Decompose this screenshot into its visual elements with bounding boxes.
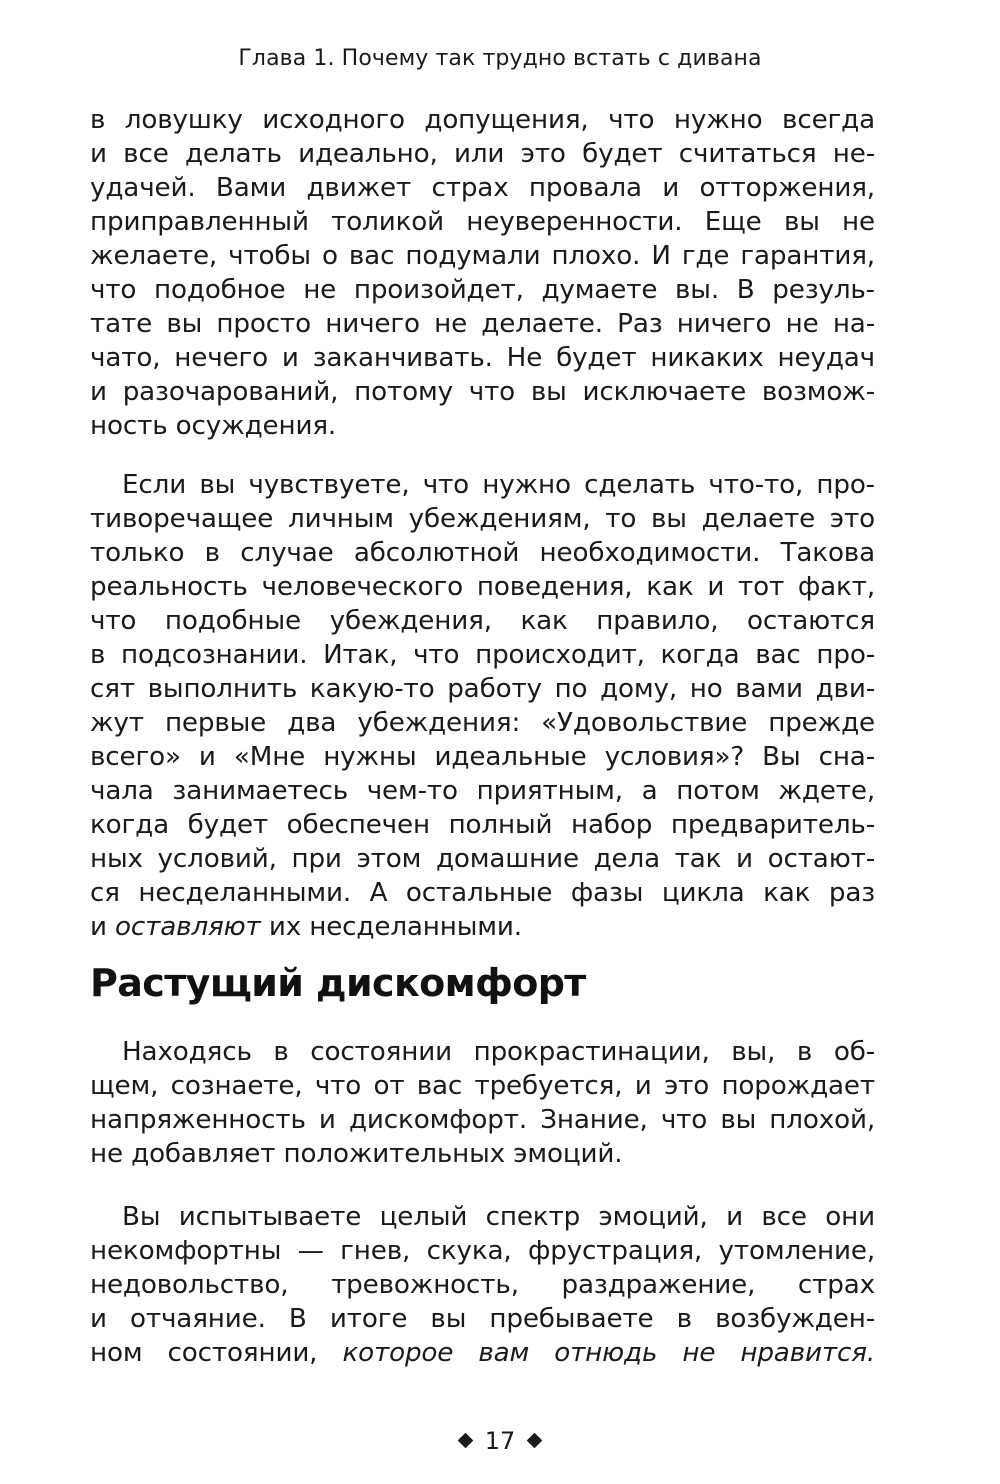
- text-line: и отчаяние. В итоге вы пребываете в возбужден-: [90, 1304, 875, 1334]
- text-line: некомфортны — гнев, скука, фрустрация, утомление,: [90, 1236, 875, 1266]
- text-line: Находясь в состоянии прокрастинации, вы, в об-: [122, 1037, 875, 1067]
- emphasized-word: оставляют: [115, 912, 261, 942]
- text-line: ся несделанными. А остальные фазы цикла как раз: [90, 878, 875, 908]
- diamond-ornament-icon: [527, 1432, 543, 1448]
- text-line: Если вы чувствуете, что нужно сделать что-то, про-: [122, 470, 875, 500]
- text-line: тате вы просто ничего не делаете. Раз ничего не на-: [90, 309, 875, 339]
- text-line: в подсознании. Итак, что происходит, когда вас про-: [90, 640, 875, 670]
- page-number: 17: [484, 1427, 516, 1455]
- text-line: что подобные убеждения, как правило, остаются: [90, 606, 875, 636]
- paragraph-emotions: [90, 1200, 875, 1370]
- text-line: всего» и «Мне нужны идеальные условия»? Вы сна-: [90, 742, 875, 772]
- text-fragment: их несделанными.: [260, 912, 522, 942]
- text-line: когда будет обеспечен полный набор предваритель-: [90, 810, 875, 840]
- running-header: Глава 1. Почему так трудно встать с дивана: [238, 46, 762, 71]
- text-line: недовольство, тревожность, раздражение, страх: [90, 1270, 875, 1300]
- text-line-final: [90, 910, 875, 944]
- diamond-ornament-icon: [457, 1432, 473, 1448]
- text-line: сят выполнить какую-то работу по дому, но вами дви-: [90, 674, 875, 704]
- text-fragment: ном состоянии,: [90, 1338, 343, 1368]
- text-line: удачей. Вами движет страх провала и отторжения,: [90, 173, 875, 203]
- text-line-final: [90, 1336, 875, 1370]
- text-line: чато, нечего и заканчивать. Не будет никаких неудач: [90, 343, 875, 373]
- emphasized-phrase: которое вам отнюдь не нравится.: [342, 1338, 875, 1368]
- text-line: тиворечащее личным убеждениям, то вы делаете это: [90, 504, 875, 534]
- text-line: приправленный толикой неуверенности. Еще вы не: [90, 207, 875, 237]
- page-footer: [0, 1427, 1000, 1455]
- text-line: ных условий, при этом домашние дела так и остают-: [90, 844, 875, 874]
- text-line: и все делать идеально, или это будет считаться не-: [90, 139, 875, 169]
- paragraph-continuation: [90, 103, 875, 443]
- text-line: в ловушку исходного допущения, что нужно всегда: [90, 105, 875, 135]
- paragraph-discomfort: [90, 1035, 875, 1171]
- text-fragment: и: [90, 912, 116, 942]
- text-line: реальность человеческого поведения, как и тот факт,: [90, 572, 875, 602]
- paragraph-beliefs: [90, 468, 875, 944]
- text-line: желаете, чтобы о вас подумали плохо. И где гарантия,: [90, 241, 875, 271]
- text-line: чала занимаетесь чем-то приятным, а потом ждете,: [90, 776, 875, 806]
- text-line: ность осуждения.: [90, 411, 337, 441]
- text-line: только в случае абсолютной необходимости. Такова: [90, 538, 875, 568]
- text-line: что подобное не произойдет, думаете вы. В резуль-: [90, 275, 875, 305]
- text-line: жут первые два убеждения: «Удовольствие прежде: [90, 708, 875, 738]
- text-line: щем, сознаете, что от вас требуется, и это порождает: [90, 1071, 875, 1101]
- text-line: и разочарований, потому что вы исключаете возмож-: [90, 377, 875, 407]
- text-line: Вы испытываете целый спектр эмоций, и все они: [122, 1202, 875, 1232]
- text-line: напряженность и дискомфорт. Знание, что вы плохой,: [90, 1105, 875, 1135]
- text-line: не добавляет положительных эмоций.: [90, 1139, 623, 1169]
- section-heading: Растущий дискомфорт: [90, 961, 586, 1005]
